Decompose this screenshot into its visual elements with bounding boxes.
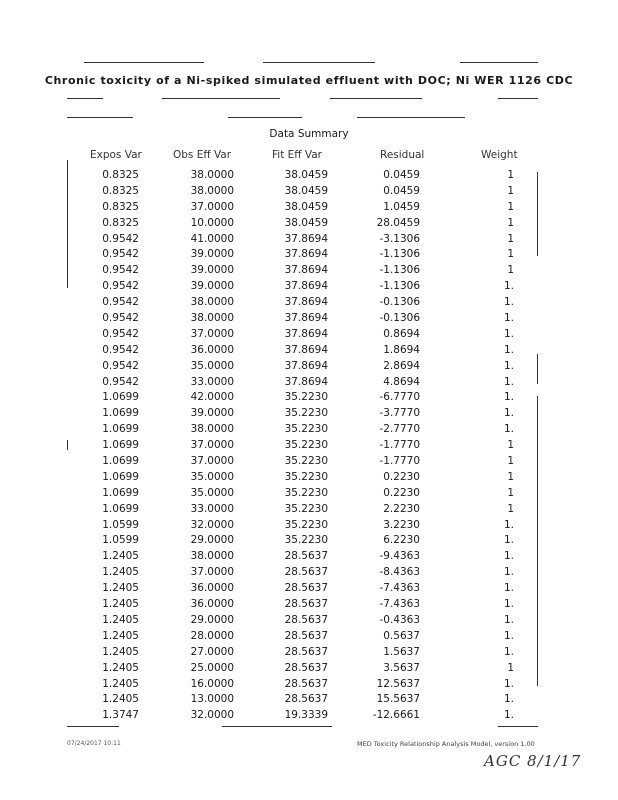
- residual-cell: 0.0459: [383, 169, 420, 181]
- weight-cell: 1: [507, 661, 514, 674]
- table-row: [0, 533, 618, 549]
- weight-cell: 1.: [503, 296, 514, 309]
- residual-cell: 12.5637: [376, 677, 420, 690]
- obs-eff-var-cell: 39.0000: [190, 407, 234, 420]
- fit-eff-var-cell: 37.8694: [284, 327, 328, 340]
- title-rule: [67, 98, 103, 99]
- obs-eff-var-cell: 37.0000: [190, 200, 234, 213]
- table-row: [0, 613, 618, 629]
- residual-cell: -1.1306: [379, 264, 420, 277]
- fit-eff-var-cell: 35.2230: [284, 486, 328, 499]
- expos-var-cell: 0.8325: [102, 184, 139, 197]
- obs-eff-var-cell: 32.0000: [190, 518, 234, 531]
- fit-eff-var-cell: 28.5637: [284, 598, 328, 611]
- section-rule: [228, 117, 302, 118]
- residual-cell: -8.4363: [379, 566, 420, 579]
- header-rule: [84, 62, 204, 63]
- obs-eff-var-cell: 38.0000: [190, 423, 234, 436]
- obs-eff-var-cell: 38.0000: [190, 312, 234, 325]
- obs-eff-var-cell: 33.0000: [190, 375, 234, 388]
- residual-cell: -7.4363: [379, 598, 420, 611]
- weight-cell: 1: [507, 169, 514, 181]
- table-row: [0, 581, 618, 597]
- obs-eff-var-cell: 37.0000: [190, 327, 234, 340]
- fit-eff-var-cell: 37.8694: [284, 312, 328, 325]
- obs-eff-var-cell: 36.0000: [190, 582, 234, 595]
- fit-eff-var-cell: 35.2230: [284, 391, 328, 404]
- table-row: [0, 597, 618, 613]
- fit-eff-var-cell: 38.0459: [284, 216, 328, 229]
- obs-eff-var-cell: 36.0000: [190, 598, 234, 611]
- fit-eff-var-cell: 37.8694: [284, 280, 328, 293]
- expos-var-cell: 0.9542: [102, 264, 139, 277]
- title-rule: [330, 98, 422, 99]
- table-row: [0, 438, 618, 454]
- table-row: [0, 549, 618, 565]
- table-row: [0, 295, 618, 311]
- expos-var-cell: 0.8325: [102, 200, 139, 213]
- expos-var-cell: 0.9542: [102, 343, 139, 356]
- residual-cell: 0.5637: [383, 629, 420, 642]
- data-summary-table: [0, 168, 618, 724]
- table-row: [0, 406, 618, 422]
- header-rule: [263, 62, 375, 63]
- residual-cell: 4.8694: [383, 375, 420, 388]
- table-row: [0, 375, 618, 391]
- expos-var-cell: 1.0599: [102, 518, 139, 531]
- residual-cell: -12.6661: [372, 709, 420, 722]
- software-version: MED Toxicity Relationship Analysis Model, version 1.00: [357, 740, 535, 748]
- weight-cell: 1.: [503, 327, 514, 340]
- obs-eff-var-cell: 38.0000: [190, 169, 234, 181]
- table-row: [0, 232, 618, 248]
- expos-var-cell: 1.2405: [102, 661, 139, 674]
- expos-var-cell: 0.9542: [102, 312, 139, 325]
- weight-cell: 1: [507, 184, 514, 197]
- footer-rule: [498, 726, 538, 727]
- table-row: [0, 454, 618, 470]
- expos-var-cell: 1.0699: [102, 423, 139, 436]
- table-row: [0, 359, 618, 375]
- weight-cell: 1.: [503, 280, 514, 293]
- fit-eff-var-cell: 19.3339: [284, 709, 328, 722]
- fit-eff-var-cell: 28.5637: [284, 550, 328, 563]
- table-row: [0, 327, 618, 343]
- residual-cell: -0.1306: [379, 312, 420, 325]
- residual-cell: -0.1306: [379, 296, 420, 309]
- expos-var-cell: 1.2405: [102, 677, 139, 690]
- fit-eff-var-cell: 35.2230: [284, 534, 328, 547]
- column-header-weight: Weight: [481, 149, 518, 161]
- weight-cell: 1.: [503, 693, 514, 706]
- residual-cell: -2.7770: [379, 423, 420, 436]
- weight-cell: 1.: [503, 613, 514, 626]
- fit-eff-var-cell: 38.0459: [284, 169, 328, 181]
- residual-cell: 0.8694: [383, 327, 420, 340]
- weight-cell: 1.: [503, 518, 514, 531]
- footer-rule: [222, 726, 332, 727]
- weight-cell: 1.: [503, 709, 514, 722]
- weight-cell: 1.: [503, 534, 514, 547]
- fit-eff-var-cell: 28.5637: [284, 566, 328, 579]
- fit-eff-var-cell: 37.8694: [284, 248, 328, 261]
- table-row: [0, 486, 618, 502]
- fit-eff-var-cell: 35.2230: [284, 439, 328, 452]
- residual-cell: -3.7770: [379, 407, 420, 420]
- footer-rule: [67, 726, 119, 727]
- residual-cell: 28.0459: [376, 216, 420, 229]
- print-timestamp: 07/24/2017 10:11: [67, 740, 121, 747]
- residual-cell: 0.2230: [383, 486, 420, 499]
- fit-eff-var-cell: 28.5637: [284, 693, 328, 706]
- residual-cell: 0.2230: [383, 470, 420, 483]
- residual-cell: 2.2230: [383, 502, 420, 515]
- expos-var-cell: 1.2405: [102, 566, 139, 579]
- residual-cell: -3.1306: [379, 232, 420, 245]
- expos-var-cell: 0.9542: [102, 248, 139, 261]
- table-row: [0, 708, 618, 724]
- obs-eff-var-cell: 38.0000: [190, 550, 234, 563]
- obs-eff-var-cell: 13.0000: [190, 693, 234, 706]
- residual-cell: -6.7770: [379, 391, 420, 404]
- expos-var-cell: 0.9542: [102, 327, 139, 340]
- obs-eff-var-cell: 38.0000: [190, 184, 234, 197]
- weight-cell: 1.: [503, 391, 514, 404]
- fit-eff-var-cell: 28.5637: [284, 582, 328, 595]
- column-header-expos-var: Expos Var: [90, 149, 142, 161]
- obs-eff-var-cell: 10.0000: [190, 216, 234, 229]
- table-row: [0, 518, 618, 534]
- table-row: [0, 692, 618, 708]
- title-rule: [162, 98, 280, 99]
- column-header-fit-eff-var: Fit Eff Var: [272, 149, 322, 161]
- weight-cell: 1: [507, 264, 514, 277]
- section-rule: [357, 117, 465, 118]
- column-header-residual: Residual: [380, 149, 425, 161]
- obs-eff-var-cell: 29.0000: [190, 613, 234, 626]
- residual-cell: 6.2230: [383, 534, 420, 547]
- weight-cell: 1: [507, 455, 514, 468]
- residual-cell: -1.7770: [379, 455, 420, 468]
- weight-cell: 1.: [503, 407, 514, 420]
- table-row: [0, 343, 618, 359]
- weight-cell: 1: [507, 470, 514, 483]
- expos-var-cell: 0.9542: [102, 296, 139, 309]
- expos-var-cell: 1.2405: [102, 550, 139, 563]
- residual-cell: -7.4363: [379, 582, 420, 595]
- fit-eff-var-cell: 37.8694: [284, 264, 328, 277]
- expos-var-cell: 0.9542: [102, 359, 139, 372]
- obs-eff-var-cell: 32.0000: [190, 709, 234, 722]
- obs-eff-var-cell: 42.0000: [190, 391, 234, 404]
- residual-cell: 1.0459: [383, 200, 420, 213]
- expos-var-cell: 0.8325: [102, 169, 139, 181]
- expos-var-cell: 1.0699: [102, 502, 139, 515]
- expos-var-cell: 1.2405: [102, 629, 139, 642]
- fit-eff-var-cell: 28.5637: [284, 613, 328, 626]
- fit-eff-var-cell: 28.5637: [284, 661, 328, 674]
- expos-var-cell: 1.3747: [102, 709, 139, 722]
- weight-cell: 1.: [503, 343, 514, 356]
- fit-eff-var-cell: 37.8694: [284, 296, 328, 309]
- expos-var-cell: 0.8325: [102, 216, 139, 229]
- obs-eff-var-cell: 41.0000: [190, 232, 234, 245]
- fit-eff-var-cell: 37.8694: [284, 343, 328, 356]
- fit-eff-var-cell: 35.2230: [284, 502, 328, 515]
- fit-eff-var-cell: 38.0459: [284, 184, 328, 197]
- obs-eff-var-cell: 39.0000: [190, 280, 234, 293]
- weight-cell: 1.: [503, 677, 514, 690]
- expos-var-cell: 1.0699: [102, 407, 139, 420]
- obs-eff-var-cell: 35.0000: [190, 359, 234, 372]
- weight-cell: 1: [507, 502, 514, 515]
- table-row: [0, 565, 618, 581]
- expos-var-cell: 1.2405: [102, 598, 139, 611]
- weight-cell: 1: [507, 216, 514, 229]
- table-row: [0, 168, 618, 184]
- table-row: [0, 200, 618, 216]
- table-title: Data Summary: [269, 128, 349, 140]
- residual-cell: 3.2230: [383, 518, 420, 531]
- weight-cell: 1.: [503, 550, 514, 563]
- expos-var-cell: 0.9542: [102, 280, 139, 293]
- fit-eff-var-cell: 35.2230: [284, 455, 328, 468]
- table-row: [0, 645, 618, 661]
- section-rule: [67, 117, 133, 118]
- expos-var-cell: 1.0699: [102, 391, 139, 404]
- weight-cell: 1: [507, 248, 514, 261]
- fit-eff-var-cell: 35.2230: [284, 470, 328, 483]
- residual-cell: 0.0459: [383, 184, 420, 197]
- weight-cell: 1.: [503, 645, 514, 658]
- expos-var-cell: 0.9542: [102, 232, 139, 245]
- table-row: [0, 422, 618, 438]
- weight-cell: 1: [507, 439, 514, 452]
- obs-eff-var-cell: 33.0000: [190, 502, 234, 515]
- weight-cell: 1.: [503, 629, 514, 642]
- weight-cell: 1: [507, 232, 514, 245]
- obs-eff-var-cell: 27.0000: [190, 645, 234, 658]
- table-row: [0, 279, 618, 295]
- fit-eff-var-cell: 28.5637: [284, 677, 328, 690]
- table-row: [0, 677, 618, 693]
- residual-cell: 1.5637: [383, 645, 420, 658]
- obs-eff-var-cell: 29.0000: [190, 534, 234, 547]
- obs-eff-var-cell: 39.0000: [190, 264, 234, 277]
- fit-eff-var-cell: 37.8694: [284, 375, 328, 388]
- table-row: [0, 390, 618, 406]
- fit-eff-var-cell: 28.5637: [284, 645, 328, 658]
- obs-eff-var-cell: 37.0000: [190, 566, 234, 579]
- weight-cell: 1: [507, 486, 514, 499]
- document-title: Chronic toxicity of a Ni-spiked simulated effluent with DOC; Ni WER 1126 CDC: [44, 74, 574, 87]
- column-header-obs-eff-var: Obs Eff Var: [173, 149, 232, 161]
- table-row: [0, 502, 618, 518]
- expos-var-cell: 1.0599: [102, 534, 139, 547]
- weight-cell: 1.: [503, 312, 514, 325]
- obs-eff-var-cell: 35.0000: [190, 486, 234, 499]
- residual-cell: 1.8694: [383, 343, 420, 356]
- residual-cell: -9.4363: [379, 550, 420, 563]
- title-rule: [498, 98, 538, 99]
- header-rule: [460, 62, 538, 63]
- residual-cell: -1.1306: [379, 280, 420, 293]
- expos-var-cell: 1.2405: [102, 613, 139, 626]
- obs-eff-var-cell: 37.0000: [190, 455, 234, 468]
- expos-var-cell: 1.2405: [102, 645, 139, 658]
- residual-cell: -1.1306: [379, 248, 420, 261]
- fit-eff-var-cell: 37.8694: [284, 359, 328, 372]
- obs-eff-var-cell: 36.0000: [190, 343, 234, 356]
- obs-eff-var-cell: 16.0000: [190, 677, 234, 690]
- table-row: [0, 470, 618, 486]
- expos-var-cell: 1.2405: [102, 693, 139, 706]
- expos-var-cell: 1.2405: [102, 582, 139, 595]
- table-row: [0, 216, 618, 232]
- weight-cell: 1.: [503, 423, 514, 436]
- residual-cell: 3.5637: [383, 661, 420, 674]
- residual-cell: -0.4363: [379, 613, 420, 626]
- table-row: [0, 661, 618, 677]
- expos-var-cell: 1.0699: [102, 486, 139, 499]
- table-row: [0, 311, 618, 327]
- obs-eff-var-cell: 37.0000: [190, 439, 234, 452]
- fit-eff-var-cell: 35.2230: [284, 518, 328, 531]
- table-row: [0, 263, 618, 279]
- weight-cell: 1: [507, 200, 514, 213]
- obs-eff-var-cell: 38.0000: [190, 296, 234, 309]
- fit-eff-var-cell: 35.2230: [284, 423, 328, 436]
- expos-var-cell: 1.0699: [102, 455, 139, 468]
- residual-cell: 15.5637: [376, 693, 420, 706]
- expos-var-cell: 0.9542: [102, 375, 139, 388]
- obs-eff-var-cell: 35.0000: [190, 470, 234, 483]
- fit-eff-var-cell: 35.2230: [284, 407, 328, 420]
- table-row: [0, 629, 618, 645]
- weight-cell: 1.: [503, 375, 514, 388]
- table-row: [0, 247, 618, 263]
- fit-eff-var-cell: 28.5637: [284, 629, 328, 642]
- handwritten-initials: AGC 8/1/17: [484, 752, 582, 770]
- table-row: [0, 184, 618, 200]
- residual-cell: -1.7770: [379, 439, 420, 452]
- fit-eff-var-cell: 37.8694: [284, 232, 328, 245]
- expos-var-cell: 1.0699: [102, 439, 139, 452]
- weight-cell: 1.: [503, 582, 514, 595]
- obs-eff-var-cell: 25.0000: [190, 661, 234, 674]
- weight-cell: 1.: [503, 566, 514, 579]
- weight-cell: 1.: [503, 598, 514, 611]
- expos-var-cell: 1.0699: [102, 470, 139, 483]
- residual-cell: 2.8694: [383, 359, 420, 372]
- fit-eff-var-cell: 38.0459: [284, 200, 328, 213]
- weight-cell: 1.: [503, 359, 514, 372]
- obs-eff-var-cell: 28.0000: [190, 629, 234, 642]
- obs-eff-var-cell: 39.0000: [190, 248, 234, 261]
